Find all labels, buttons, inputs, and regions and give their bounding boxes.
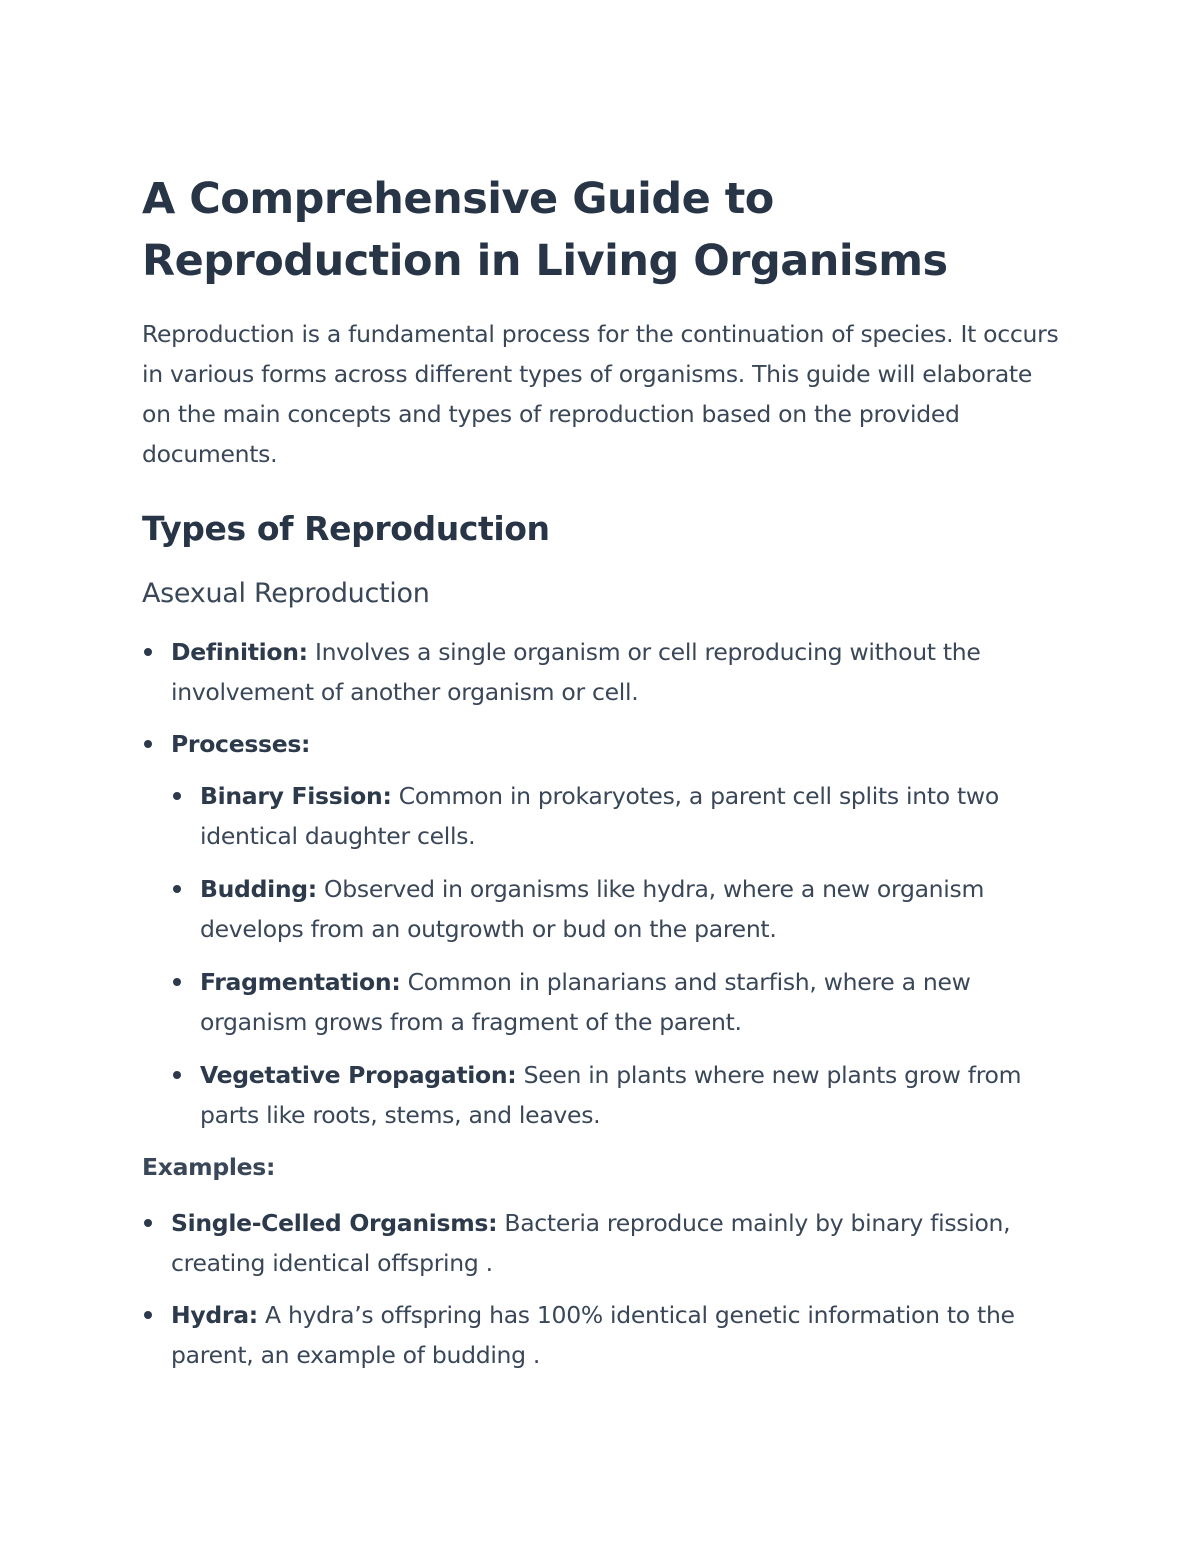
term-label: Vegetative Propagation: [200, 1061, 517, 1089]
term-description: A hydra’s offspring has 100% identical genetic information to the parent, an example of budding . [171, 1301, 1015, 1369]
document-title: A Comprehensive Guide to Reproduction in Living Organisms [142, 174, 948, 286]
term-description: Common in planarians and starfish, where a new organism grows from a fragment of the parent. [200, 968, 971, 1036]
term-label: Binary Fission: [200, 782, 392, 810]
list-item-single-celled [142, 1203, 1062, 1283]
list-item-hydra [142, 1295, 1062, 1375]
term-description: Common in prokaryotes, a parent cell splits into two identical daughter cells. [200, 782, 999, 850]
list-item-vegetative-propagation [171, 1055, 1062, 1135]
examples-label: Examples: [142, 1153, 276, 1181]
term-label: Budding: [200, 875, 317, 903]
list-item-fragmentation [171, 962, 1062, 1042]
document-content [142, 168, 1062, 1375]
term-description: Involves a single organism or cell reproducing without the involvement of another organism or cell. [171, 638, 981, 706]
term-label: Processes: [171, 730, 311, 758]
section-heading: Types of Reproduction [142, 509, 550, 548]
term-label: Fragmentation: [200, 968, 401, 996]
intro-paragraph: Reproduction is a fundamental process for the continuation of species. It occurs in various forms across different types of organisms. This guide will elaborate on the main concepts and types of reproduction based on the provided documents. [142, 320, 1059, 468]
processes-sublist [171, 776, 1062, 1135]
term-label: Hydra: [171, 1301, 258, 1329]
list-item-definition [142, 632, 1062, 712]
term-label: Definition: [171, 638, 308, 666]
list-item-binary-fission [171, 776, 1062, 856]
list-item-budding [171, 869, 1062, 949]
subsection-heading: Asexual Reproduction [142, 578, 430, 609]
asexual-bullet-list [142, 632, 1062, 1135]
term-description: Seen in plants where new plants grow from parts like roots, stems, and leaves. [200, 1061, 1022, 1129]
term-description: Bacteria reproduce mainly by binary fission, creating identical offspring . [171, 1209, 1011, 1277]
examples-bullet-list [142, 1203, 1062, 1375]
term-description: Observed in organisms like hydra, where a new organism develops from an outgrowth or bud on the parent. [200, 875, 985, 943]
list-item-processes [142, 724, 1062, 1135]
term-label: Single-Celled Organisms: [171, 1209, 498, 1237]
